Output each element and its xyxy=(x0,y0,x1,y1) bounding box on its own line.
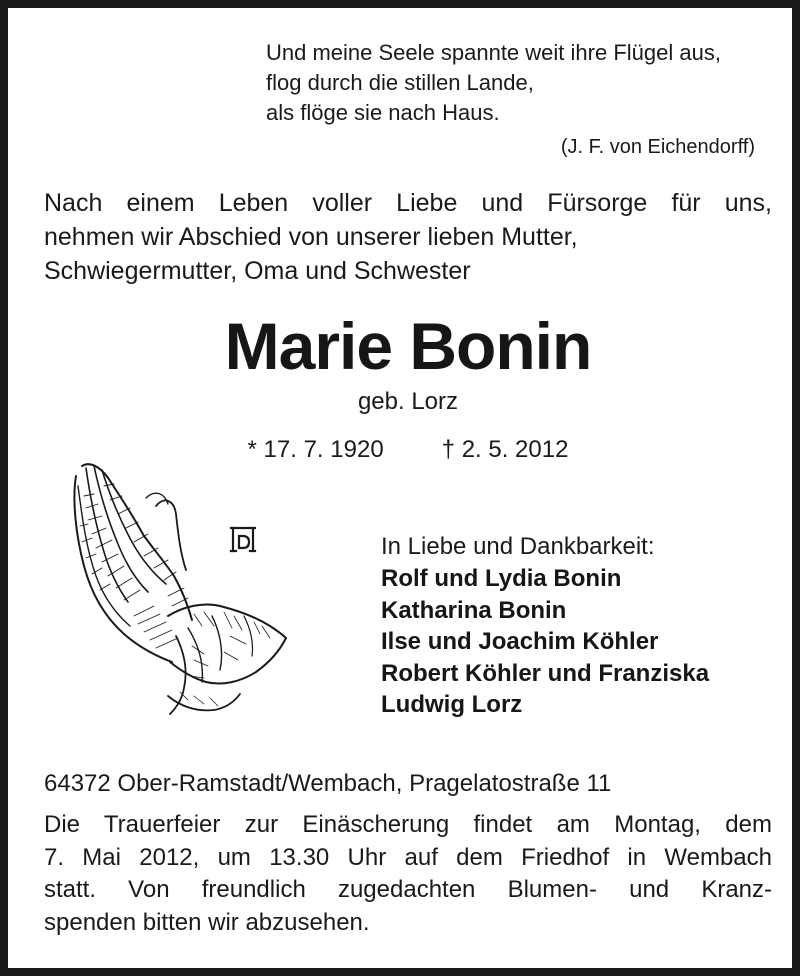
mourner-name: Katharina Bonin xyxy=(381,596,567,624)
intro-line: nehmen wir Abschied von unserer lieben Mutter, xyxy=(44,223,578,251)
poem-attribution: (J. F. von Eichendorff) xyxy=(560,136,755,158)
intro-line: Schwiegermutter, Oma und Schwester xyxy=(44,257,471,285)
poem-line: als flöge sie nach Haus. xyxy=(266,100,500,125)
poem-quote xyxy=(266,38,721,128)
funeral-service-paragraph xyxy=(44,809,772,939)
service-line: spenden bitten wir abzusehen. xyxy=(44,908,370,936)
death-date: † 2. 5. 2012 xyxy=(441,436,569,463)
praying-hands-icon xyxy=(64,456,290,721)
service-line: statt. Von freundlich zugedachten Blumen- und Kranz- xyxy=(44,876,772,903)
birth-date: * 17. 7. 1920 xyxy=(247,436,384,463)
deceased-name: Marie Bonin xyxy=(224,309,592,383)
mourner-name: Robert Köhler und Franziska xyxy=(381,659,710,687)
maiden-name: geb. Lorz xyxy=(357,388,459,415)
poem-line: flog durch die stillen Lande, xyxy=(266,70,534,95)
mourner-name: Rolf und Lydia Bonin xyxy=(381,565,622,592)
service-line: 7. Mai 2012, um 13.30 Uhr auf dem Friedhof in Wembach xyxy=(44,843,772,871)
service-line: Die Trauerfeier zur Einäscherung findet am Montag, dem xyxy=(44,811,772,838)
intro-paragraph xyxy=(44,186,772,288)
intro-line: Nach einem Leben voller Liebe und Fürsorge für uns, xyxy=(44,189,772,217)
poem-line: Und meine Seele spannte weit ihre Flügel aus, xyxy=(266,40,721,65)
mourner-name: Ilse und Joachim Köhler xyxy=(381,628,659,655)
durer-monogram-icon xyxy=(228,524,258,554)
address-line: 64372 Ober-Ramstadt/Wembach, Pragelatostraße 11 xyxy=(44,770,612,797)
mourners-heading: In Liebe und Dankbarkeit: xyxy=(381,533,655,560)
mourner-name: Ludwig Lorz xyxy=(381,691,523,718)
mourners-list xyxy=(381,531,709,721)
